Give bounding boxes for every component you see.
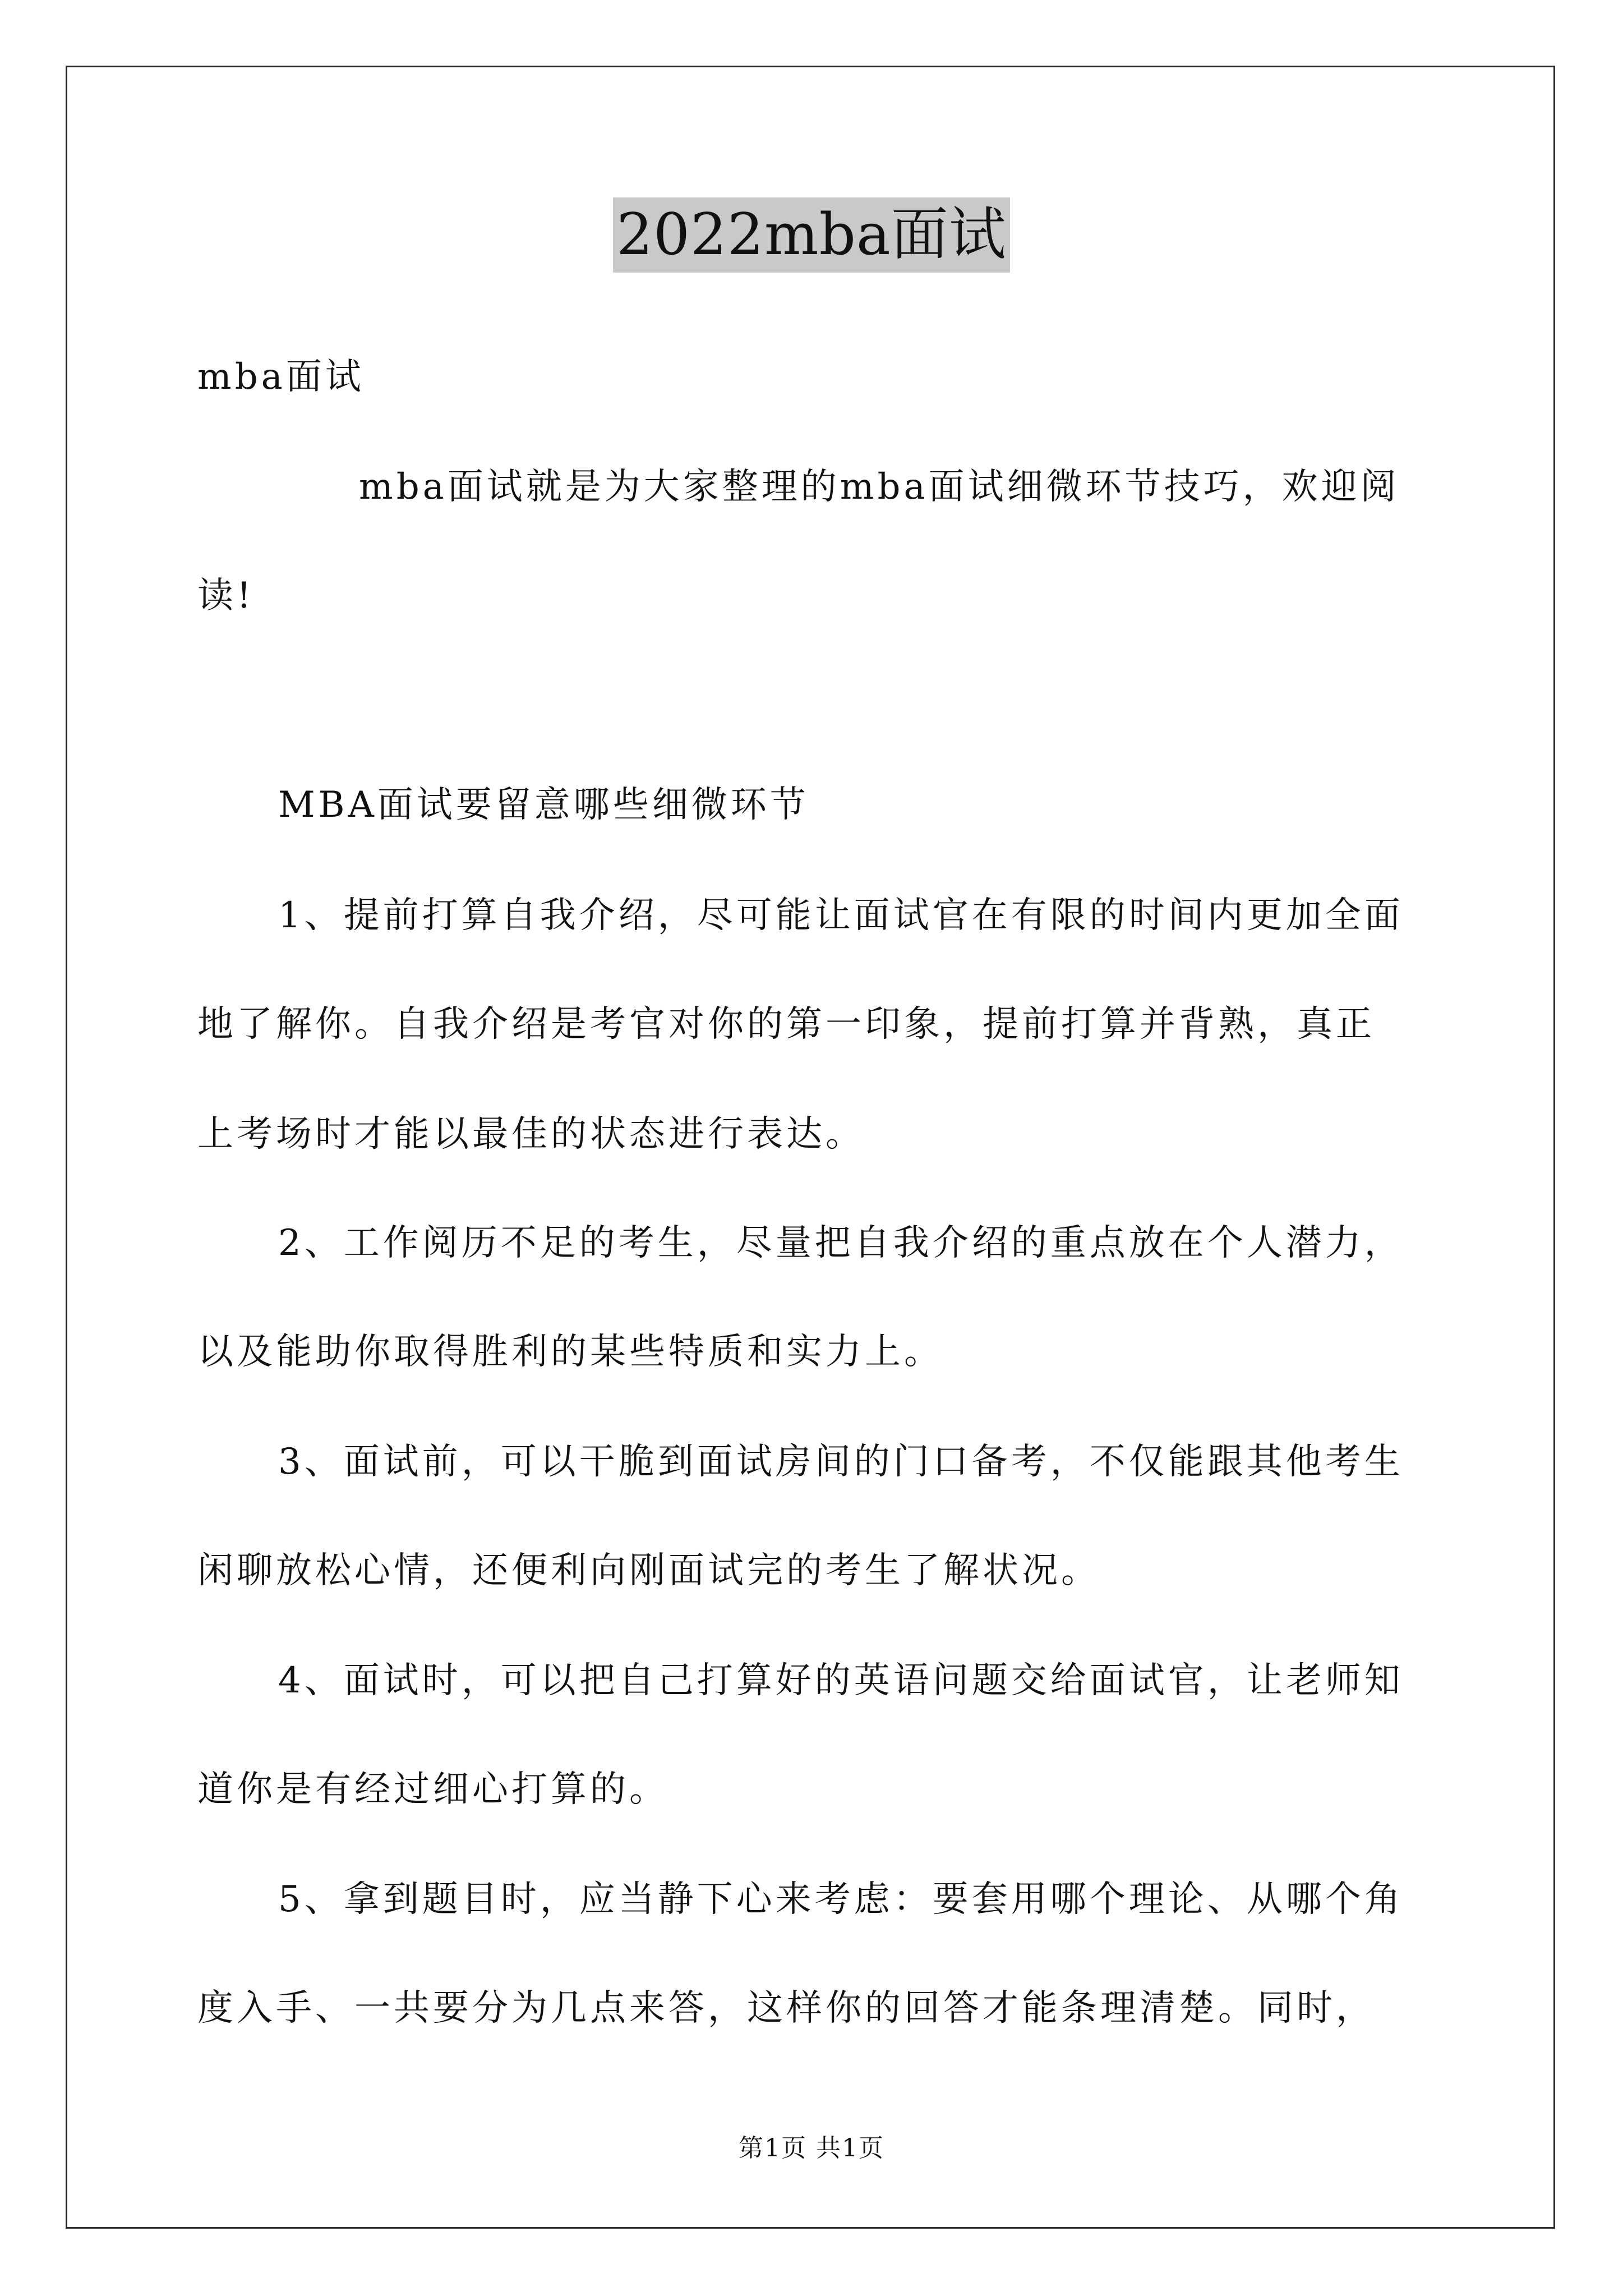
section-heading: MBA面试要留意哪些细微环节 xyxy=(278,784,809,826)
subtitle-line: mba面试 xyxy=(197,356,365,398)
page-footer: 第1页 共1页 xyxy=(739,2134,884,2162)
intro-line-1: mba面试就是为大家整理的mba面试细微环节技巧，欢迎阅 xyxy=(359,466,1400,508)
paragraph-line: 上考场时才能以最佳的状态进行表达。 xyxy=(197,1114,865,1155)
paragraph-line: 5、拿到题目时，应当静下心来考虑：要套用哪个理论、从哪个角 xyxy=(278,1879,1404,1920)
intro-line-2: 读! xyxy=(197,575,255,616)
paragraph-line: 闲聊放松心情，还便利向刚面试完的考生了解状况。 xyxy=(197,1550,1100,1591)
paragraph-line: 道你是有经过细心打算的。 xyxy=(197,1769,668,1810)
paragraph-line: 4、面试时，可以把自己打算好的英语问题交给面试官，让老师知 xyxy=(278,1660,1404,1701)
paragraph-line: 地了解你。自我介绍是考官对你的第一印象，提前打算并背熟，真正 xyxy=(197,1004,1375,1045)
paragraph-line: 度入手、一共要分为几点来答，这样你的回答才能条理清楚。同时， xyxy=(197,1987,1375,2029)
paragraph-line: 2、工作阅历不足的考生，尽量把自我介绍的重点放在个人潜力， xyxy=(278,1222,1404,1264)
document-title: 2022mba面试 xyxy=(613,197,1009,273)
paragraph-line: 3、面试前，可以干脆到面试房间的门口备考，不仅能跟其他考生 xyxy=(278,1441,1404,1483)
paragraph-line: 以及能助你取得胜利的某些特质和实力上。 xyxy=(197,1331,943,1373)
paragraph-line: 1、提前打算自我介绍，尽可能让面试官在有限的时间内更加全面 xyxy=(278,895,1404,936)
title-container xyxy=(0,197,1623,273)
